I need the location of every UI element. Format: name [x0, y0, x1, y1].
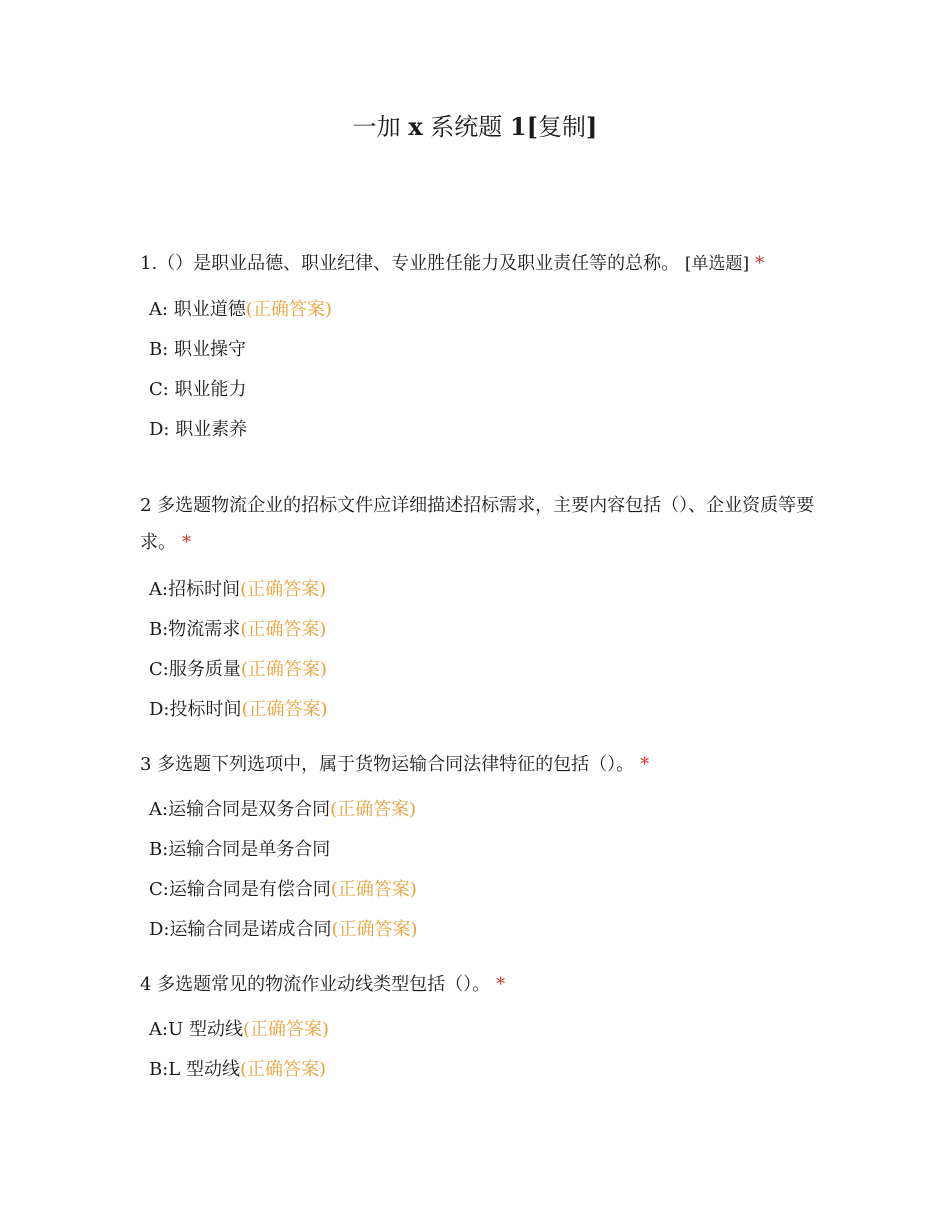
question-2-option-c — [149, 656, 327, 684]
title-part-5: 复制 — [537, 113, 586, 141]
question-4-option-a — [149, 1016, 329, 1044]
title-part-3: 系统题 — [422, 113, 510, 141]
question-3-option-a — [149, 796, 416, 824]
page-title — [0, 110, 950, 144]
question-3-option-d — [149, 916, 418, 944]
question-3 — [140, 746, 820, 783]
option-label: C:服务质量 — [149, 659, 241, 680]
question-1-text: 1.（）是职业品德、职业纪律、专业胜任能力及职业责任等的总称。 — [140, 253, 680, 274]
option-label: D:投标时间 — [149, 699, 242, 720]
question-2-text: 2 多选题物流企业的招标文件应详细描述招标需求，主要内容包括（）、企业资质等要求。 — [140, 495, 815, 553]
question-1-option-b — [149, 336, 246, 364]
required-mark: * — [755, 253, 765, 274]
option-label: C:运输合同是有偿合同 — [149, 879, 331, 900]
question-2-option-a — [149, 576, 326, 604]
question-1-type: [单选题] — [684, 254, 750, 274]
question-1-option-a — [149, 296, 332, 324]
question-4 — [140, 966, 820, 1003]
option-label: B:物流需求 — [149, 619, 241, 640]
question-1-option-c — [149, 376, 247, 404]
correct-answer-tag: (正确答案) — [239, 1059, 327, 1080]
option-label: A:运输合同是双务合同 — [149, 799, 331, 820]
option-label: A: 职业道德 — [149, 299, 246, 320]
question-3-option-c — [149, 876, 417, 904]
required-mark: * — [496, 974, 506, 995]
option-label: B: 职业操守 — [149, 339, 247, 360]
title-part-4: 1[ — [509, 112, 538, 141]
option-label: A:U 型动线 — [149, 1019, 243, 1040]
question-1 — [140, 245, 820, 283]
question-2-option-d — [149, 696, 328, 724]
option-label: B:运输合同是单务合同 — [149, 839, 331, 860]
correct-answer-tag: (正确答案) — [245, 299, 332, 320]
correct-answer-tag: (正确答案) — [242, 1019, 330, 1040]
question-2 — [140, 487, 820, 561]
correct-answer-tag: (正确答案) — [240, 659, 327, 680]
question-3-option-b — [149, 836, 330, 864]
question-2-option-b — [149, 616, 326, 644]
correct-answer-tag: (正确答案) — [330, 879, 417, 900]
question-4-option-b — [149, 1056, 326, 1084]
correct-answer-tag: (正确答案) — [240, 579, 327, 600]
title-part-6: ] — [585, 112, 598, 141]
required-mark: * — [182, 532, 191, 553]
question-4-text: 4 多选题常见的物流作业动线类型包括（）。 — [140, 974, 491, 995]
correct-answer-tag: (正确答案) — [241, 699, 328, 720]
question-3-text: 3 多选题下列选项中，属于货物运输合同法律特征的包括（）。 — [140, 754, 635, 775]
option-label: D:运输合同是诺成合同 — [149, 919, 332, 940]
title-part-1: 一加 — [352, 113, 409, 141]
option-label: A:招标时间 — [149, 579, 241, 600]
option-label: C: 职业能力 — [149, 379, 247, 400]
correct-answer-tag: (正确答案) — [330, 799, 417, 820]
required-mark: * — [640, 754, 650, 775]
option-label: D: 职业素养 — [149, 419, 248, 440]
correct-answer-tag: (正确答案) — [240, 619, 327, 640]
title-part-2: x — [408, 112, 423, 141]
correct-answer-tag: (正确答案) — [331, 919, 418, 940]
question-1-option-d — [149, 416, 247, 444]
option-label: B:L 型动线 — [149, 1059, 240, 1080]
